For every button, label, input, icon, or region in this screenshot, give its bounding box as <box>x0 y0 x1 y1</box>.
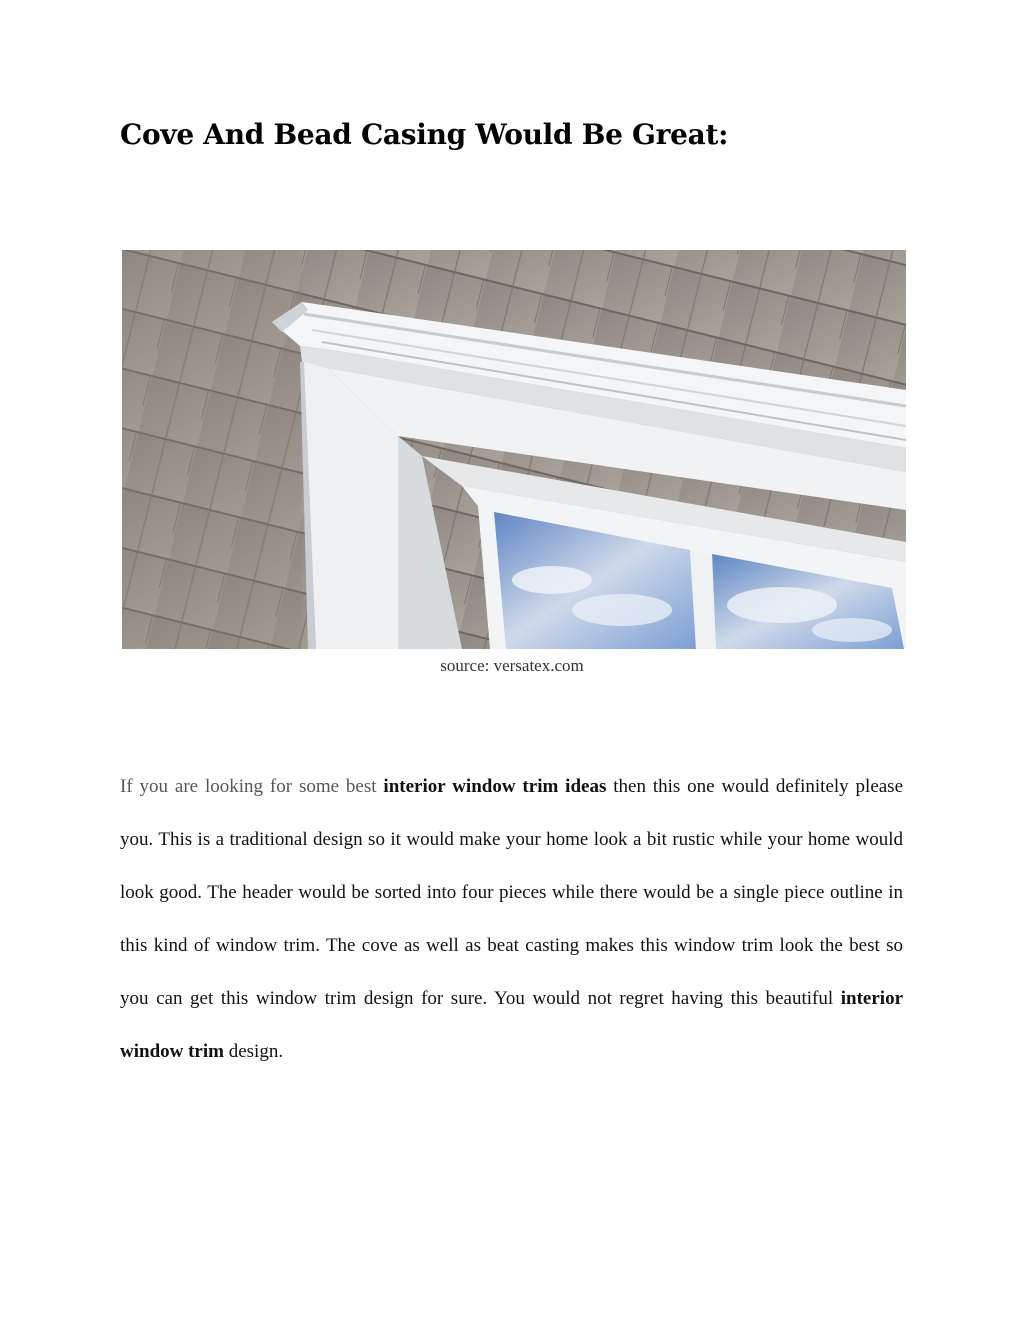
keyword-interior-window-trim: interior window trim <box>120 988 904 1062</box>
window-trim-photo <box>122 250 906 649</box>
page-title: Cove And Bead Casing Would Be Great: <box>120 118 729 151</box>
paragraph-middle: then this one would definitely please you. This is a traditional design so it would make your home look a bit rustic while your home would look good. The header would be sorted into four pieces while there would be a single piece outline in this kind of window trim. The cove as well as beat casting makes this window trim look the best so you can get this window trim design for sure. You would not regret having this beautiful <box>120 776 904 1009</box>
keyword-interior-window-trim-ideas: interior window trim ideas <box>383 776 607 797</box>
paragraph-end: design. <box>228 1041 284 1062</box>
image-caption: source: versatex.com <box>440 656 584 675</box>
body-paragraph <box>120 760 903 1078</box>
paragraph-intro: If you are looking for some best <box>120 776 377 797</box>
